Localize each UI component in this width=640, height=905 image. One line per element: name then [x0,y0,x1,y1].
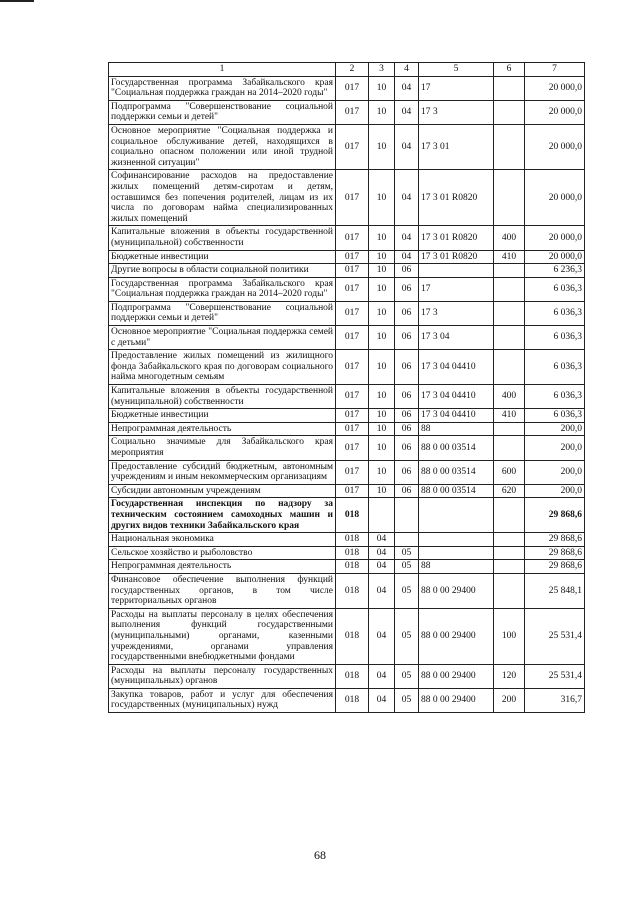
subsection-code-cell: 06 [395,350,419,385]
expense-type-cell [494,170,525,226]
table-row [109,422,585,436]
expense-type-cell [494,277,525,301]
section-code-cell: 10 [369,326,395,350]
name-cell: Социально значимые для Забайкальского края мероприятия [109,436,336,460]
table-row [109,301,585,325]
name-cell: Софинансирование расходов на предоставление жилых помещений детям-сиротам и детям, оставшимся без попечения родителей, лицам из их числа по договорам найма специализированных жилых помещений [109,170,336,226]
amount-cell: 6 236,3 [525,264,585,278]
section-code-cell: 04 [369,573,395,608]
target-article-cell: 88 [419,560,494,574]
subsection-code-cell: 04 [395,124,419,169]
subsection-code-cell: 04 [395,76,419,100]
subsection-code-cell: 06 [395,436,419,460]
expense-type-cell: 410 [494,409,525,423]
name-cell: Государственная программа Забайкальского края "Социальная поддержка граждан на 2014–2020 годы" [109,277,336,301]
expense-type-cell [494,422,525,436]
header-cell: 7 [525,63,585,77]
amount-cell: 200,0 [525,422,585,436]
name-cell: Предоставление жилых помещений из жилищного фонда Забайкальского края по договорам социального найма многодетным семьям [109,350,336,385]
table-header-row [109,63,585,77]
ministry-code-cell: 018 [336,560,369,574]
ministry-code-cell: 017 [336,250,369,264]
ministry-code-cell: 017 [336,226,369,250]
subsection-code-cell: 05 [395,688,419,712]
target-article-cell: 88 0 00 03514 [419,484,494,498]
subsection-code-cell: 06 [395,409,419,423]
header-cell: 3 [369,63,395,77]
header-cell: 6 [494,63,525,77]
expense-type-cell: 100 [494,608,525,664]
ministry-code-cell: 017 [336,170,369,226]
name-cell: Непрограммная деятельность [109,560,336,574]
ministry-code-cell: 017 [336,326,369,350]
section-code-cell: 10 [369,484,395,498]
ministry-code-cell: 018 [336,573,369,608]
table-row [109,385,585,409]
ministry-code-cell: 017 [336,124,369,169]
table-row [109,100,585,124]
subsection-code-cell: 06 [395,385,419,409]
subsection-code-cell: 04 [395,226,419,250]
amount-cell: 20 000,0 [525,170,585,226]
amount-cell: 29 868,6 [525,533,585,547]
target-article-cell [419,533,494,547]
target-article-cell: 17 3 04 [419,326,494,350]
subsection-code-cell: 06 [395,264,419,278]
expense-type-cell [494,546,525,560]
name-cell: Бюджетные инвестиции [109,409,336,423]
ministry-code-cell: 017 [336,277,369,301]
section-code-cell: 04 [369,533,395,547]
header-cell: 2 [336,63,369,77]
target-article-cell: 17 3 04 04410 [419,350,494,385]
target-article-cell: 17 3 [419,100,494,124]
ministry-code-cell: 018 [336,533,369,547]
table-row [109,226,585,250]
budget-table [108,62,585,713]
name-cell: Закупка товаров, работ и услуг для обеспечения государственных (муниципальных) нужд [109,688,336,712]
target-article-cell: 17 [419,76,494,100]
section-code-cell: 10 [369,277,395,301]
section-code-cell: 10 [369,385,395,409]
amount-cell: 20 000,0 [525,76,585,100]
budget-table-container [108,62,584,713]
table-row [109,608,585,664]
ministry-code-cell: 017 [336,460,369,484]
amount-cell: 6 036,3 [525,385,585,409]
section-code-cell: 10 [369,409,395,423]
expense-type-cell: 120 [494,664,525,688]
page-number: 68 [314,848,326,862]
amount-cell: 6 036,3 [525,277,585,301]
table-row [109,498,585,533]
target-article-cell: 17 3 01 R0820 [419,250,494,264]
table-body [109,76,585,712]
name-cell: Национальная экономика [109,533,336,547]
name-cell: Непрограммная деятельность [109,422,336,436]
expense-type-cell [494,301,525,325]
name-cell: Основное мероприятие "Социальная поддержка семей с детьми" [109,326,336,350]
scan-corner-mark [0,0,34,2]
subsection-code-cell [395,498,419,533]
table-row [109,76,585,100]
ministry-code-cell: 017 [336,436,369,460]
name-cell: Финансовое обеспечение выполнения функций государственных органов, в том числе территориальных органов [109,573,336,608]
target-article-cell: 88 0 00 29400 [419,664,494,688]
name-cell: Расходы на выплаты персоналу в целях обеспечения выполнения функций государственными (муниципальными) органами, казенными учреждениями, органами управления государственными внебюджетными фондами [109,608,336,664]
target-article-cell: 88 0 00 03514 [419,460,494,484]
section-code-cell: 10 [369,460,395,484]
subsection-code-cell: 05 [395,560,419,574]
expense-type-cell [494,264,525,278]
target-article-cell: 17 3 01 R0820 [419,226,494,250]
header-cell: 4 [395,63,419,77]
header-cell: 5 [419,63,494,77]
expense-type-cell: 410 [494,250,525,264]
ministry-code-cell: 017 [336,409,369,423]
table-row [109,409,585,423]
ministry-code-cell: 017 [336,301,369,325]
target-article-cell: 17 3 04 04410 [419,409,494,423]
target-article-cell: 88 0 00 29400 [419,608,494,664]
table-row [109,277,585,301]
target-article-cell [419,498,494,533]
target-article-cell: 88 0 00 29400 [419,573,494,608]
ministry-code-cell: 018 [336,498,369,533]
amount-cell: 25 531,4 [525,608,585,664]
amount-cell: 20 000,0 [525,124,585,169]
amount-cell: 20 000,0 [525,100,585,124]
section-code-cell: 10 [369,124,395,169]
expense-type-cell [494,326,525,350]
table-row [109,546,585,560]
expense-type-cell: 200 [494,688,525,712]
section-code-cell: 10 [369,226,395,250]
section-code-cell: 10 [369,350,395,385]
name-cell: Капитальные вложения в объекты государственной (муниципальной) собственности [109,226,336,250]
amount-cell: 200,0 [525,460,585,484]
section-code-cell: 10 [369,436,395,460]
expense-type-cell [494,560,525,574]
expense-type-cell [494,533,525,547]
target-article-cell [419,546,494,560]
section-code-cell: 10 [369,100,395,124]
target-article-cell: 17 3 [419,301,494,325]
ministry-code-cell: 018 [336,664,369,688]
section-code-cell: 04 [369,608,395,664]
expense-type-cell [494,100,525,124]
section-code-cell: 04 [369,560,395,574]
table-row [109,170,585,226]
ministry-code-cell: 017 [336,264,369,278]
ministry-code-cell: 017 [336,100,369,124]
section-code-cell: 04 [369,688,395,712]
target-article-cell: 88 0 00 29400 [419,688,494,712]
ministry-code-cell: 017 [336,76,369,100]
name-cell: Субсидии автономным учреждениям [109,484,336,498]
table-row [109,460,585,484]
ministry-code-cell: 017 [336,422,369,436]
target-article-cell: 17 [419,277,494,301]
section-code-cell: 10 [369,170,395,226]
table-row [109,250,585,264]
expense-type-cell: 600 [494,460,525,484]
name-cell: Другие вопросы в области социальной политики [109,264,336,278]
subsection-code-cell: 06 [395,422,419,436]
expense-type-cell: 620 [494,484,525,498]
amount-cell: 6 036,3 [525,350,585,385]
name-cell: Основное мероприятие "Социальная поддержка и социальное обслуживание детей, находящихся в социально опасном положении или иной трудной жизненной ситуации" [109,124,336,169]
subsection-code-cell: 05 [395,608,419,664]
expense-type-cell [494,350,525,385]
section-code-cell: 04 [369,546,395,560]
ministry-code-cell: 018 [336,688,369,712]
amount-cell: 6 036,3 [525,326,585,350]
table-row [109,124,585,169]
expense-type-cell [494,436,525,460]
subsection-code-cell: 06 [395,326,419,350]
amount-cell: 6 036,3 [525,301,585,325]
name-cell: Бюджетные инвестиции [109,250,336,264]
section-code-cell [369,498,395,533]
table-row [109,664,585,688]
section-code-cell: 10 [369,301,395,325]
amount-cell: 29 868,6 [525,546,585,560]
expense-type-cell [494,498,525,533]
table-row [109,533,585,547]
subsection-code-cell: 04 [395,100,419,124]
name-cell: Капитальные вложения в объекты государственной (муниципальной) собственности [109,385,336,409]
amount-cell: 20 000,0 [525,226,585,250]
ministry-code-cell: 017 [336,484,369,498]
subsection-code-cell: 05 [395,573,419,608]
name-cell: Предоставление субсидий бюджетным, автономным учреждениям и иным некоммерческим организациям [109,460,336,484]
expense-type-cell [494,124,525,169]
name-cell: Подпрограмма "Совершенствование социальной поддержки семьи и детей" [109,100,336,124]
amount-cell: 29 868,6 [525,498,585,533]
subsection-code-cell: 06 [395,460,419,484]
expense-type-cell [494,76,525,100]
amount-cell: 316,7 [525,688,585,712]
amount-cell: 25 531,4 [525,664,585,688]
name-cell: Государственная программа Забайкальского края "Социальная поддержка граждан на 2014–2020 годы" [109,76,336,100]
amount-cell: 29 868,6 [525,560,585,574]
section-code-cell: 10 [369,76,395,100]
expense-type-cell [494,573,525,608]
table-row [109,573,585,608]
ministry-code-cell: 017 [336,350,369,385]
table-row [109,560,585,574]
table-row [109,688,585,712]
subsection-code-cell: 06 [395,484,419,498]
table-row [109,350,585,385]
name-cell: Государственная инспекция по надзору за техническим состоянием самоходных машин и других видов техники Забайкальского края [109,498,336,533]
name-cell: Подпрограмма "Совершенствование социальной поддержки семьи и детей" [109,301,336,325]
target-article-cell: 17 3 01 R0820 [419,170,494,226]
ministry-code-cell: 017 [336,385,369,409]
subsection-code-cell: 04 [395,170,419,226]
amount-cell: 200,0 [525,436,585,460]
amount-cell: 25 848,1 [525,573,585,608]
section-code-cell: 10 [369,264,395,278]
amount-cell: 20 000,0 [525,250,585,264]
subsection-code-cell: 05 [395,546,419,560]
table-row [109,264,585,278]
table-row [109,326,585,350]
amount-cell: 200,0 [525,484,585,498]
subsection-code-cell: 05 [395,664,419,688]
header-cell: 1 [109,63,336,77]
expense-type-cell: 400 [494,226,525,250]
target-article-cell: 88 0 00 03514 [419,436,494,460]
ministry-code-cell: 018 [336,608,369,664]
section-code-cell: 10 [369,250,395,264]
table-row [109,484,585,498]
subsection-code-cell [395,533,419,547]
section-code-cell: 10 [369,422,395,436]
target-article-cell [419,264,494,278]
subsection-code-cell: 04 [395,250,419,264]
target-article-cell: 88 [419,422,494,436]
target-article-cell: 17 3 01 [419,124,494,169]
section-code-cell: 04 [369,664,395,688]
subsection-code-cell: 06 [395,301,419,325]
ministry-code-cell: 018 [336,546,369,560]
name-cell: Сельское хозяйство и рыболовство [109,546,336,560]
amount-cell: 6 036,3 [525,409,585,423]
name-cell: Расходы на выплаты персоналу государственных (муниципальных) органов [109,664,336,688]
subsection-code-cell: 06 [395,277,419,301]
table-row [109,436,585,460]
expense-type-cell: 400 [494,385,525,409]
target-article-cell: 17 3 04 04410 [419,385,494,409]
